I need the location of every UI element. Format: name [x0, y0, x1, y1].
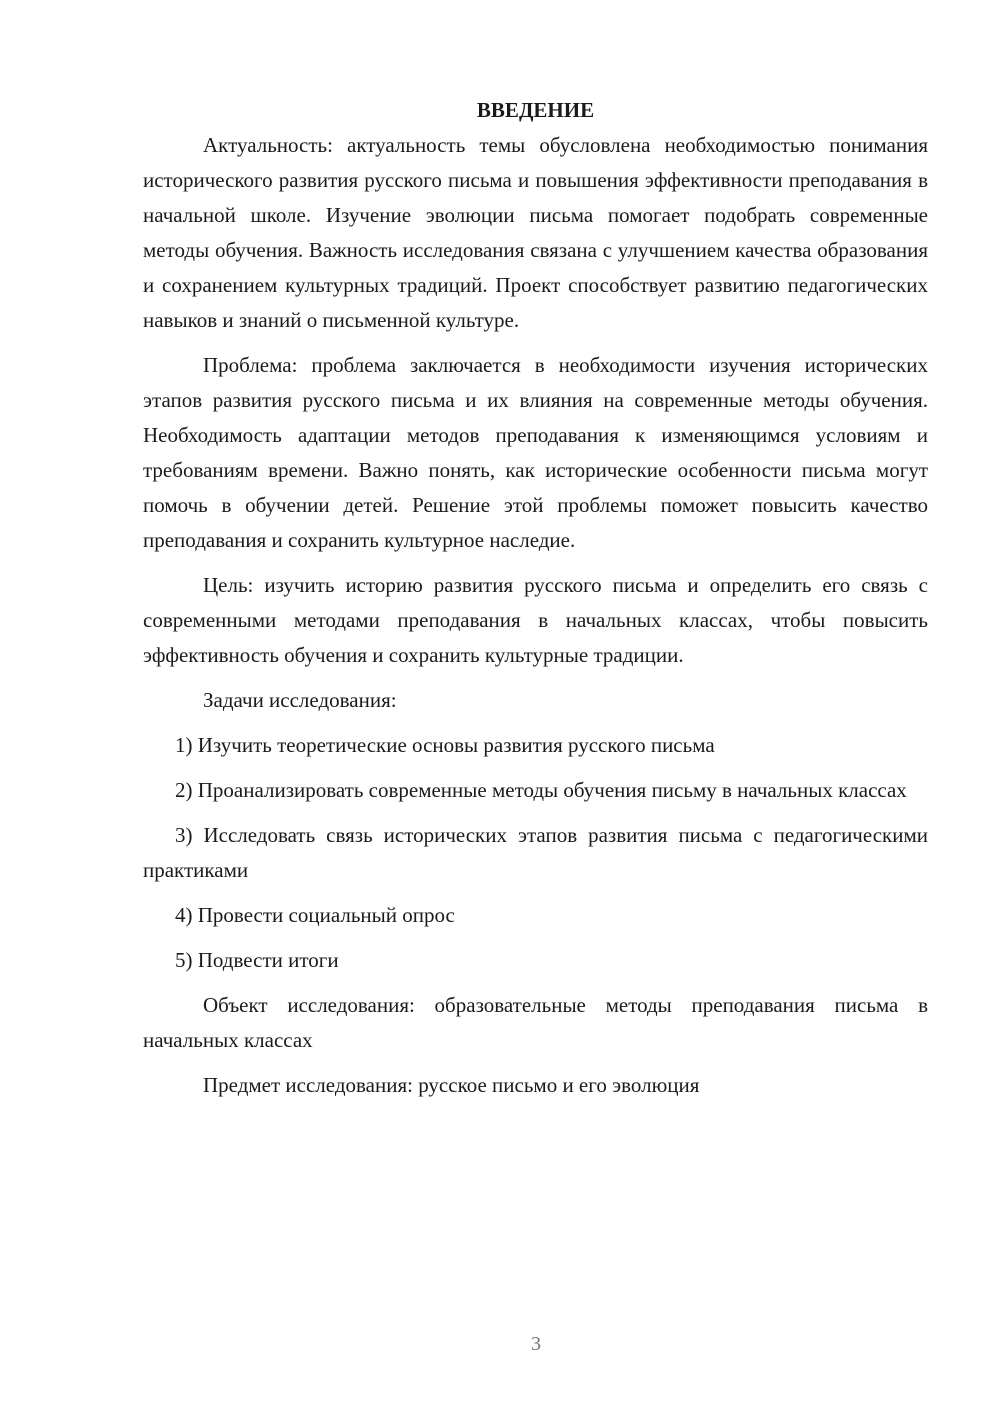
tasks-list [143, 728, 928, 978]
subject-paragraph: Предмет исследования: русское письмо и его эволюция [203, 1073, 700, 1097]
task-item: 3) Исследовать связь исторических этапов развития письма с педагогическими практиками [143, 823, 928, 882]
task-item: 1) Изучить теоретические основы развития русского письма [175, 733, 715, 757]
object-paragraph: Объект исследования: образовательные методы преподавания письма в начальных классах [143, 993, 928, 1052]
problem-paragraph: Проблема: проблема заключается в необходимости изучения исторических этапов развития русского письма и их влияния на современные методы обучения. Необходимость адаптации методов преподавания к изменяющимся условиям и требованиям времени. Важно понять, как исторические особенности письма могут помочь в обучении детей. Решение этой проблемы поможет повысить качество преподавания и сохранить культурное наследие. [143, 353, 928, 552]
section-title: ВВЕДЕНИЕ [476, 98, 595, 122]
goal-paragraph: Цель: изучить историю развития русского письма и определить его связь с современными методами преподавания в начальных классах, чтобы повысить эффективность обучения и сохранить культурные традиции. [143, 573, 928, 667]
page-number: 3 [531, 1333, 541, 1355]
document-page [143, 93, 928, 1113]
relevance-paragraph: Актуальность: актуальность темы обусловлена необходимостью понимания исторического развития русского письма и повышения эффективности преподавания в начальной школе. Изучение эволюции письма помогает подобрать современные методы обучения. Важность исследования связана с улучшением качества образования и сохранением культурных традиций. Проект способствует развитию педагогических навыков и знаний о письменной культуре. [143, 133, 928, 332]
task-item: 5) Подвести итоги [175, 948, 339, 972]
tasks-heading: Задачи исследования: [203, 688, 397, 712]
task-item: 4) Провести социальный опрос [175, 903, 455, 927]
task-item: 2) Проанализировать современные методы обучения письму в начальных классах [175, 778, 907, 802]
